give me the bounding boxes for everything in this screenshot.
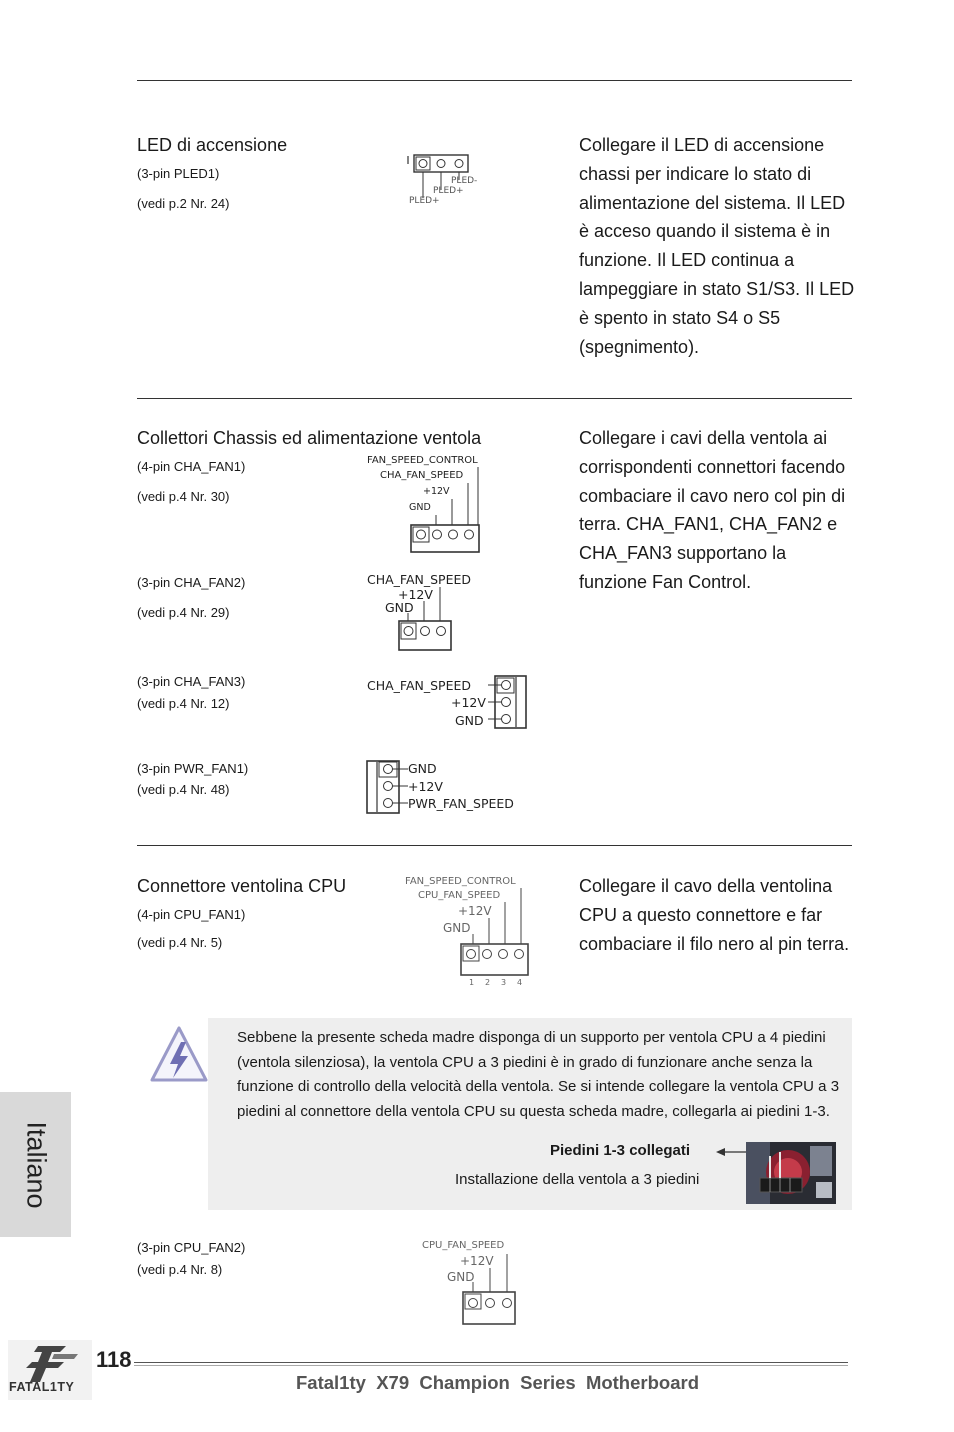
chassis-title: Collettori Chassis ed alimentazione ventola: [137, 428, 482, 448]
fatal1ty-logo-text: FATAL1TY: [9, 1380, 75, 1394]
pwr-fan1-12v-label: +12V: [408, 779, 443, 794]
install-label: Installazione della ventola a 3 piedini: [455, 1171, 700, 1188]
chassis-description: Collegare i cavi della ventola ai corrispondenti connettori facendo combaciare il cavo nero col pin di terra. CHA_FAN1, CHA_FAN2 e CHA_FAN3 supportano la funzione Fan Control.: [579, 428, 846, 592]
cha-fan3-gnd-label: GND: [455, 713, 484, 728]
pwr-fan1-speed-label: PWR_FAN_SPEED: [408, 796, 514, 811]
cha-fan1-gnd-label: GND: [409, 502, 431, 513]
note-box: [208, 1018, 852, 1210]
cpu-fan1-speed-label: CPU_FAN_SPEED: [418, 890, 501, 901]
pled-plus-label: PLED+: [433, 186, 464, 196]
footer-product-name: Fatal1ty X79 Champion Series Motherboard: [296, 1372, 699, 1393]
cpu-pin-number-1: 1: [469, 978, 475, 987]
cpu-fan1-ref: (vedi p.4 Nr. 5): [137, 935, 223, 950]
footer-rule-2: [134, 1365, 848, 1366]
cpu-fan2-pin: (3-pin CPU_FAN2): [137, 1240, 246, 1255]
led-title: LED di accensione: [137, 135, 288, 155]
fan-install-photo: [746, 1142, 836, 1204]
cha-fan2-connector-diagram: [398, 585, 458, 655]
cha-fan3-pin: (3-pin CHA_FAN3): [137, 674, 246, 689]
cpu-fan2-ref: (vedi p.4 Nr. 8): [137, 1262, 223, 1277]
top-rule: [137, 80, 852, 81]
page-number: 118: [96, 1347, 132, 1372]
cpu-fan2-connector-diagram: [460, 1252, 520, 1330]
cpu-pin-number-3: 3: [501, 978, 507, 987]
pwr-fan1-pin: (3-pin PWR_FAN1): [137, 761, 249, 776]
cha-fan2-pin: (3-pin CHA_FAN2): [137, 575, 246, 590]
cha-fan2-ref: (vedi p.4 Nr. 29): [137, 605, 230, 620]
cha-fan2-12v-label: +12V: [398, 587, 433, 602]
cha-fan3-connector-diagram: [486, 674, 531, 730]
cpu-fan2-gnd-label: GND: [447, 1270, 475, 1284]
pled-minus-label: PLED-: [451, 176, 478, 186]
pins-connected-label: Piedini 1-3 collegati: [550, 1142, 691, 1159]
cpu-fan2-speed-label: CPU_FAN_SPEED: [422, 1240, 505, 1251]
cha-fan2-speed-label: CHA_FAN_SPEED: [367, 572, 472, 587]
footer-rule: [134, 1362, 848, 1363]
cha-fan3-12v-label: +12V: [451, 695, 486, 710]
cha-fan1-ref: (vedi p.4 Nr. 30): [137, 489, 230, 504]
cha-fan2-gnd-label: GND: [385, 600, 414, 615]
cpu-fan1-connector-diagram: [455, 876, 535, 986]
cha-fan1-control-label: FAN_SPEED_CONTROL: [367, 455, 478, 466]
pled-plus-label-2: PLED+: [409, 196, 440, 206]
cpu-description: Collegare il cavo della ventolina CPU a questo connettore e far combaciare il filo nero al pin terra.: [579, 876, 850, 954]
cpu-fan1-control-label: FAN_SPEED_CONTROL: [405, 876, 516, 887]
led-ref: (vedi p.2 Nr. 24): [137, 196, 230, 211]
cha-fan1-speed-label: CHA_FAN_SPEED: [380, 470, 464, 481]
pwr-fan1-connector-diagram: [366, 760, 411, 816]
cha-fan1-pin: (4-pin CHA_FAN1): [137, 459, 246, 474]
led-description: Collegare il LED di accensione chassi per indicare lo stato di alimentazione del sistema. Il LED è acceso quando il sistema è in funzione. Il LED continua a lampeggiare in stato S1/S3. Il LED è spento in stato S4 o S5 (spegnimento).: [579, 135, 855, 357]
cha-fan3-ref: (vedi p.4 Nr. 12): [137, 696, 230, 711]
cpu-title: Connettore ventolina CPU: [137, 876, 347, 896]
cha-fan1-12v-label: +12V: [423, 486, 450, 497]
pwr-fan1-ref: (vedi p.4 Nr. 48): [137, 782, 230, 797]
cpu-pin-number-4: 4: [517, 978, 523, 987]
cpu-fan1-12v-label: +12V: [458, 904, 492, 918]
warning-lightning-icon: [148, 1024, 210, 1086]
cha-fan1-connector-diagram: [405, 455, 485, 555]
divider-1: [137, 398, 852, 399]
language-side-tab-label: Italiano: [21, 1120, 51, 1209]
cpu-fan2-12v-label: +12V: [460, 1254, 494, 1268]
divider-2: [137, 845, 852, 846]
cpu-fan1-pin: (4-pin CPU_FAN1): [137, 907, 246, 922]
arrow-left-icon: [716, 1146, 748, 1158]
cha-fan3-speed-label: CHA_FAN_SPEED: [367, 678, 472, 693]
pwr-fan1-gnd-label: GND: [408, 761, 437, 776]
cpu-pin-number-2: 2: [485, 978, 491, 987]
cpu-fan1-gnd-label: GND: [443, 921, 471, 935]
language-side-tab: [0, 1092, 71, 1237]
note-text: Sebbene la presente scheda madre disponga di un supporto per ventola CPU a 4 piedini (ventola silenziosa), la ventola CPU a 3 piedini è in grado di funzionare anche senza la funzione di controllo della velocità della ventola. Se si intende collegare la ventola CPU a 3 piedini al connettore della ventola CPU su questa scheda madre, collegarla ai piedini 1-3.: [237, 1029, 840, 1120]
led-pin: (3-pin PLED1): [137, 166, 220, 181]
